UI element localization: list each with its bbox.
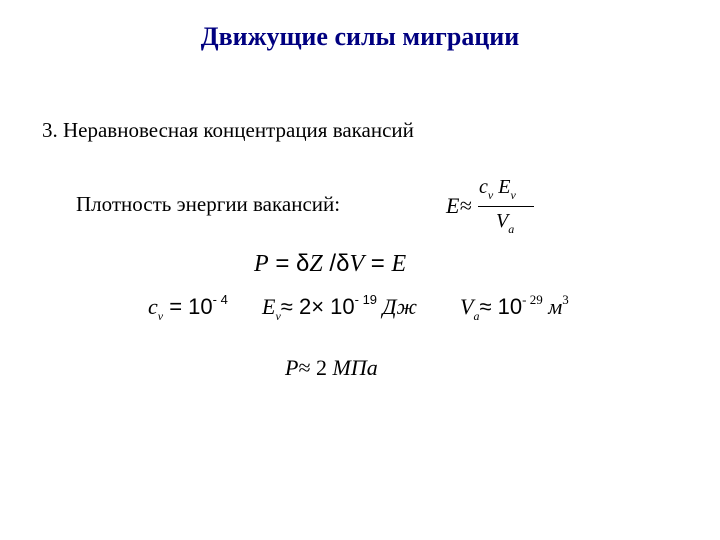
eq-mid: = δ (268, 250, 310, 277)
eq-p: P (254, 251, 269, 277)
energy-formula-numerator (479, 176, 516, 202)
eq-e: E (391, 251, 407, 277)
atomic-volume (460, 292, 569, 323)
fraction-bar (478, 206, 534, 207)
numerator-c: c (479, 176, 488, 198)
denominator-v: V (496, 210, 509, 232)
va-exponent: - 29 (522, 292, 543, 307)
va-sub: a (473, 309, 480, 323)
eq-eq: = (364, 250, 392, 277)
cv-symbol: c (148, 294, 158, 319)
ev-exponent: - 19 (354, 292, 378, 307)
pv-value: ≈ 2 (298, 355, 333, 380)
eq-slash: /δ (322, 250, 350, 277)
cv-value: = 10 (163, 294, 213, 319)
section-heading: 3. Неравновесная концентрация вакансий (42, 118, 414, 142)
pressure-equation (254, 250, 406, 278)
numerator-e-sub: v (510, 188, 516, 202)
va-unit: м (542, 294, 563, 319)
pv-symbol: P (285, 355, 299, 380)
cv-sub: v (157, 309, 164, 323)
ev-sub: v (275, 309, 281, 323)
eq-z: Z (309, 251, 323, 277)
pv-unit: МПа (332, 355, 378, 380)
numerator-e: E (498, 176, 511, 198)
ev-unit: Дж (377, 294, 418, 319)
cv-exponent: - 4 (212, 292, 228, 307)
ev-value: ≈ 2× 10 (280, 294, 355, 319)
eq-v: V (349, 251, 365, 277)
numerator-c-sub: v (487, 188, 494, 202)
vacancy-concentration (148, 292, 228, 323)
slide-title: Движущие силы миграции (200, 22, 520, 51)
denominator-v-sub: a (508, 222, 515, 236)
vacancy-energy (262, 292, 418, 323)
energy-density-label: Плотность энергии вакансий: (76, 192, 341, 216)
energy-formula-denominator (496, 210, 515, 236)
pressure-value (285, 355, 378, 381)
energy-formula-lhs: E≈ (446, 193, 472, 218)
va-value: ≈ 10 (479, 294, 523, 319)
va-symbol: V (460, 294, 474, 319)
va-unit-exponent: 3 (562, 292, 569, 307)
ev-symbol: E (262, 294, 276, 319)
